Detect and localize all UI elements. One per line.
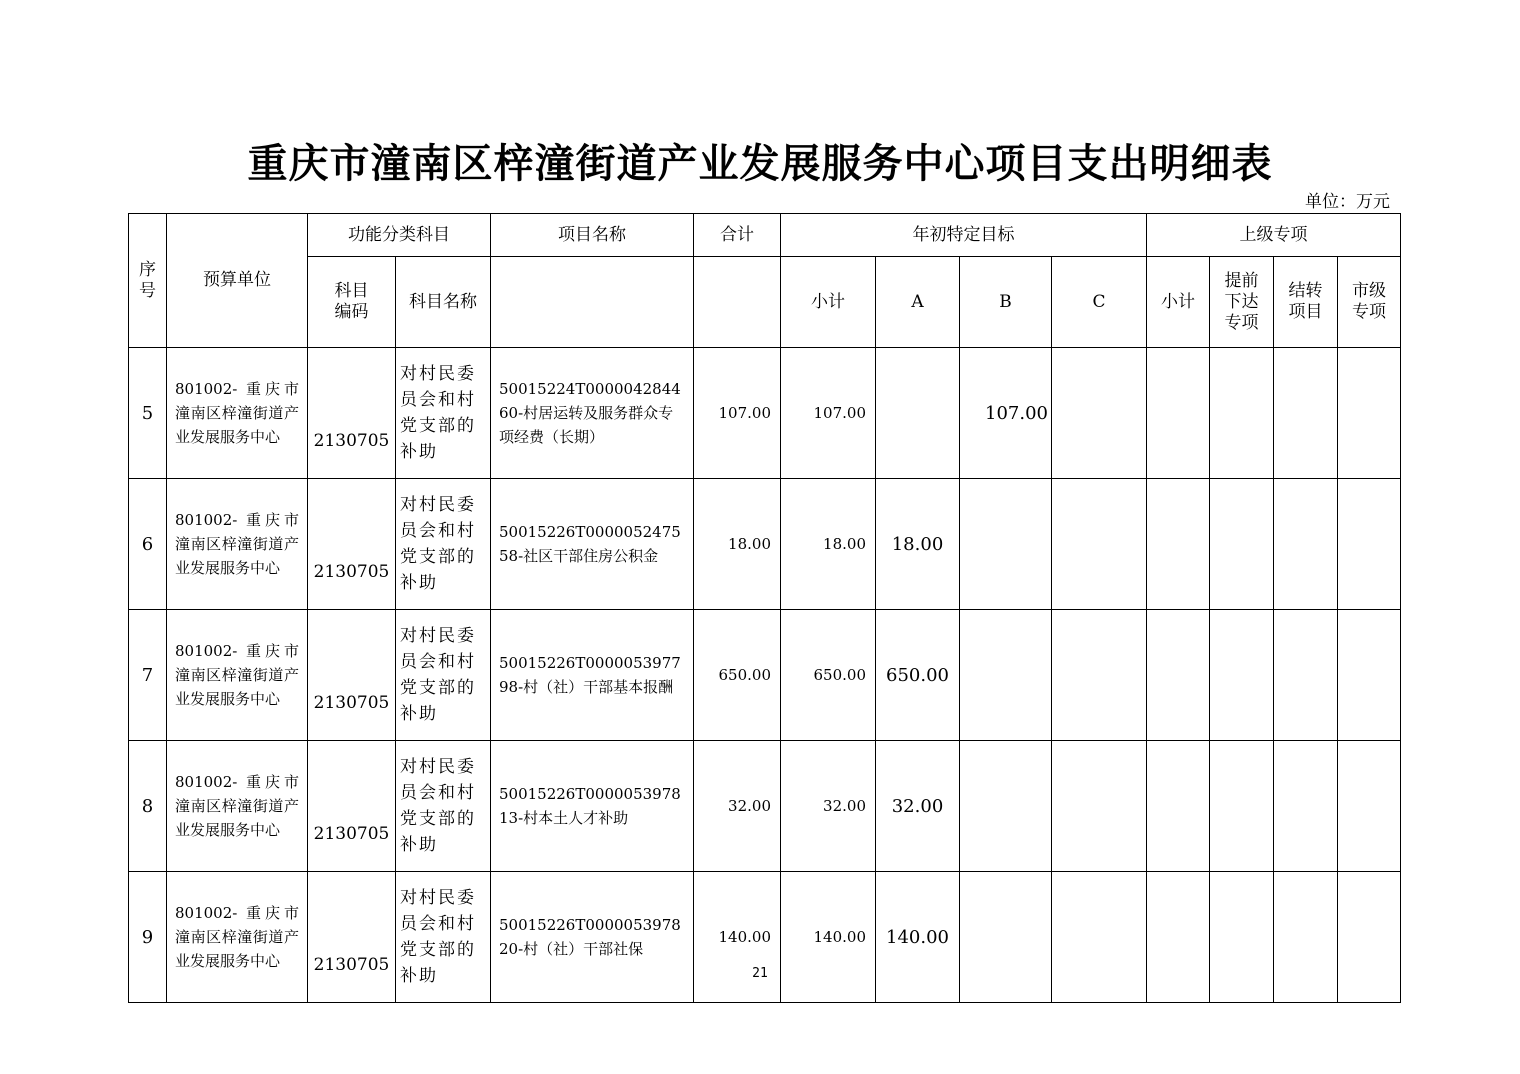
header-total-blank xyxy=(694,257,781,348)
row-a: 650.00 xyxy=(876,610,960,741)
header-budget-unit: 预算单位 xyxy=(167,214,308,348)
header-subject-name: 科目名称 xyxy=(396,257,491,348)
table-row xyxy=(129,479,1401,610)
row-seq: 6 xyxy=(129,479,167,610)
row-city xyxy=(1338,348,1401,479)
row-sup-subtotal xyxy=(1147,348,1210,479)
row-project-name: 50015226T000005397813-村本土人才补助 xyxy=(491,741,694,872)
header-func-category: 功能分类科目 xyxy=(308,214,491,257)
row-advance xyxy=(1210,348,1274,479)
header-superior: 上级专项 xyxy=(1147,214,1401,257)
header-advance: 提前下达专项 xyxy=(1210,257,1274,348)
row-subject-name: 对村民委员会和村党支部的补助 xyxy=(396,741,491,872)
row-project-name: 50015226T000005397798-村（社）干部基本报酬 xyxy=(491,610,694,741)
header-city: 市级专项 xyxy=(1338,257,1401,348)
row-c xyxy=(1052,610,1147,741)
table-row xyxy=(129,741,1401,872)
row-subject-name: 对村民委员会和村党支部的补助 xyxy=(396,610,491,741)
row-project-name: 50015224T000004284460-村居运转及服务群众专项经费（长期） xyxy=(491,348,694,479)
row-seq: 5 xyxy=(129,348,167,479)
row-subject-name: 对村民委员会和村党支部的补助 xyxy=(396,479,491,610)
row-project-name: 50015226T000005397820-村（社）干部社保 xyxy=(491,872,694,1003)
row-seq: 9 xyxy=(129,872,167,1003)
row-total: 32.00 xyxy=(694,741,781,872)
row-subtotal: 650.00 xyxy=(781,610,876,741)
row-budget-unit: 801002- 重庆市潼南区梓潼街道产业发展服务中心 xyxy=(167,741,308,872)
row-total: 18.00 xyxy=(694,479,781,610)
header-seq: 序号 xyxy=(129,214,167,348)
row-sup-subtotal xyxy=(1147,741,1210,872)
row-subtotal: 107.00 xyxy=(781,348,876,479)
row-seq: 7 xyxy=(129,610,167,741)
header-row-1 xyxy=(129,214,1401,257)
row-total: 107.00 xyxy=(694,348,781,479)
row-b xyxy=(960,479,1052,610)
row-subtotal: 140.00 xyxy=(781,872,876,1003)
row-carryover xyxy=(1274,872,1338,1003)
header-subtotal: 小计 xyxy=(781,257,876,348)
header-project-name: 项目名称 xyxy=(491,214,694,257)
row-subject-code: 2130705 xyxy=(308,872,396,1003)
row-seq: 8 xyxy=(129,741,167,872)
row-subject-code: 2130705 xyxy=(308,479,396,610)
header-total: 合计 xyxy=(694,214,781,257)
header-subject-code: 科目编码 xyxy=(308,257,396,348)
header-annual-target: 年初特定目标 xyxy=(781,214,1147,257)
table-row xyxy=(129,348,1401,479)
header-a: A xyxy=(876,257,960,348)
page-title: 重庆市潼南区梓潼街道产业发展服务中心项目支出明细表 xyxy=(247,140,1273,187)
row-advance xyxy=(1210,479,1274,610)
row-c xyxy=(1052,741,1147,872)
header-row-2 xyxy=(129,257,1401,348)
row-advance xyxy=(1210,610,1274,741)
row-b xyxy=(960,872,1052,1003)
row-budget-unit: 801002- 重庆市潼南区梓潼街道产业发展服务中心 xyxy=(167,479,308,610)
row-c xyxy=(1052,872,1147,1003)
row-city xyxy=(1338,479,1401,610)
row-advance xyxy=(1210,872,1274,1003)
row-sup-subtotal xyxy=(1147,872,1210,1003)
row-carryover xyxy=(1274,610,1338,741)
unit-label: 单位：万元 xyxy=(1305,192,1390,212)
row-city xyxy=(1338,741,1401,872)
header-sup-subtotal: 小计 xyxy=(1147,257,1210,348)
row-advance xyxy=(1210,741,1274,872)
row-subject-name: 对村民委员会和村党支部的补助 xyxy=(396,872,491,1003)
row-subtotal: 32.00 xyxy=(781,741,876,872)
row-city xyxy=(1338,872,1401,1003)
row-budget-unit: 801002- 重庆市潼南区梓潼街道产业发展服务中心 xyxy=(167,348,308,479)
row-c xyxy=(1052,479,1147,610)
row-city xyxy=(1338,610,1401,741)
row-a: 32.00 xyxy=(876,741,960,872)
row-sup-subtotal xyxy=(1147,610,1210,741)
row-subject-code: 2130705 xyxy=(308,348,396,479)
row-carryover xyxy=(1274,348,1338,479)
expenditure-table xyxy=(128,213,1401,1003)
row-total: 650.00 xyxy=(694,610,781,741)
row-a: 140.00 xyxy=(876,872,960,1003)
table-row xyxy=(129,872,1401,1003)
row-b xyxy=(960,610,1052,741)
row-carryover xyxy=(1274,479,1338,610)
row-a: 18.00 xyxy=(876,479,960,610)
row-subject-code: 2130705 xyxy=(308,610,396,741)
row-subject-code: 2130705 xyxy=(308,741,396,872)
row-b: 107.00 xyxy=(960,348,1052,479)
header-project-name-blank xyxy=(491,257,694,348)
row-budget-unit: 801002- 重庆市潼南区梓潼街道产业发展服务中心 xyxy=(167,872,308,1003)
table-row xyxy=(129,610,1401,741)
header-c: C xyxy=(1052,257,1147,348)
row-b xyxy=(960,741,1052,872)
row-sup-subtotal xyxy=(1147,479,1210,610)
page-number: 21 xyxy=(752,966,768,981)
row-budget-unit: 801002- 重庆市潼南区梓潼街道产业发展服务中心 xyxy=(167,610,308,741)
row-carryover xyxy=(1274,741,1338,872)
row-subject-name: 对村民委员会和村党支部的补助 xyxy=(396,348,491,479)
row-subtotal: 18.00 xyxy=(781,479,876,610)
header-carryover: 结转项目 xyxy=(1274,257,1338,348)
row-project-name: 50015226T000005247558-社区干部住房公积金 xyxy=(491,479,694,610)
row-c xyxy=(1052,348,1147,479)
row-total: 140.00 xyxy=(694,872,781,1003)
header-b: B xyxy=(960,257,1052,348)
row-a xyxy=(876,348,960,479)
